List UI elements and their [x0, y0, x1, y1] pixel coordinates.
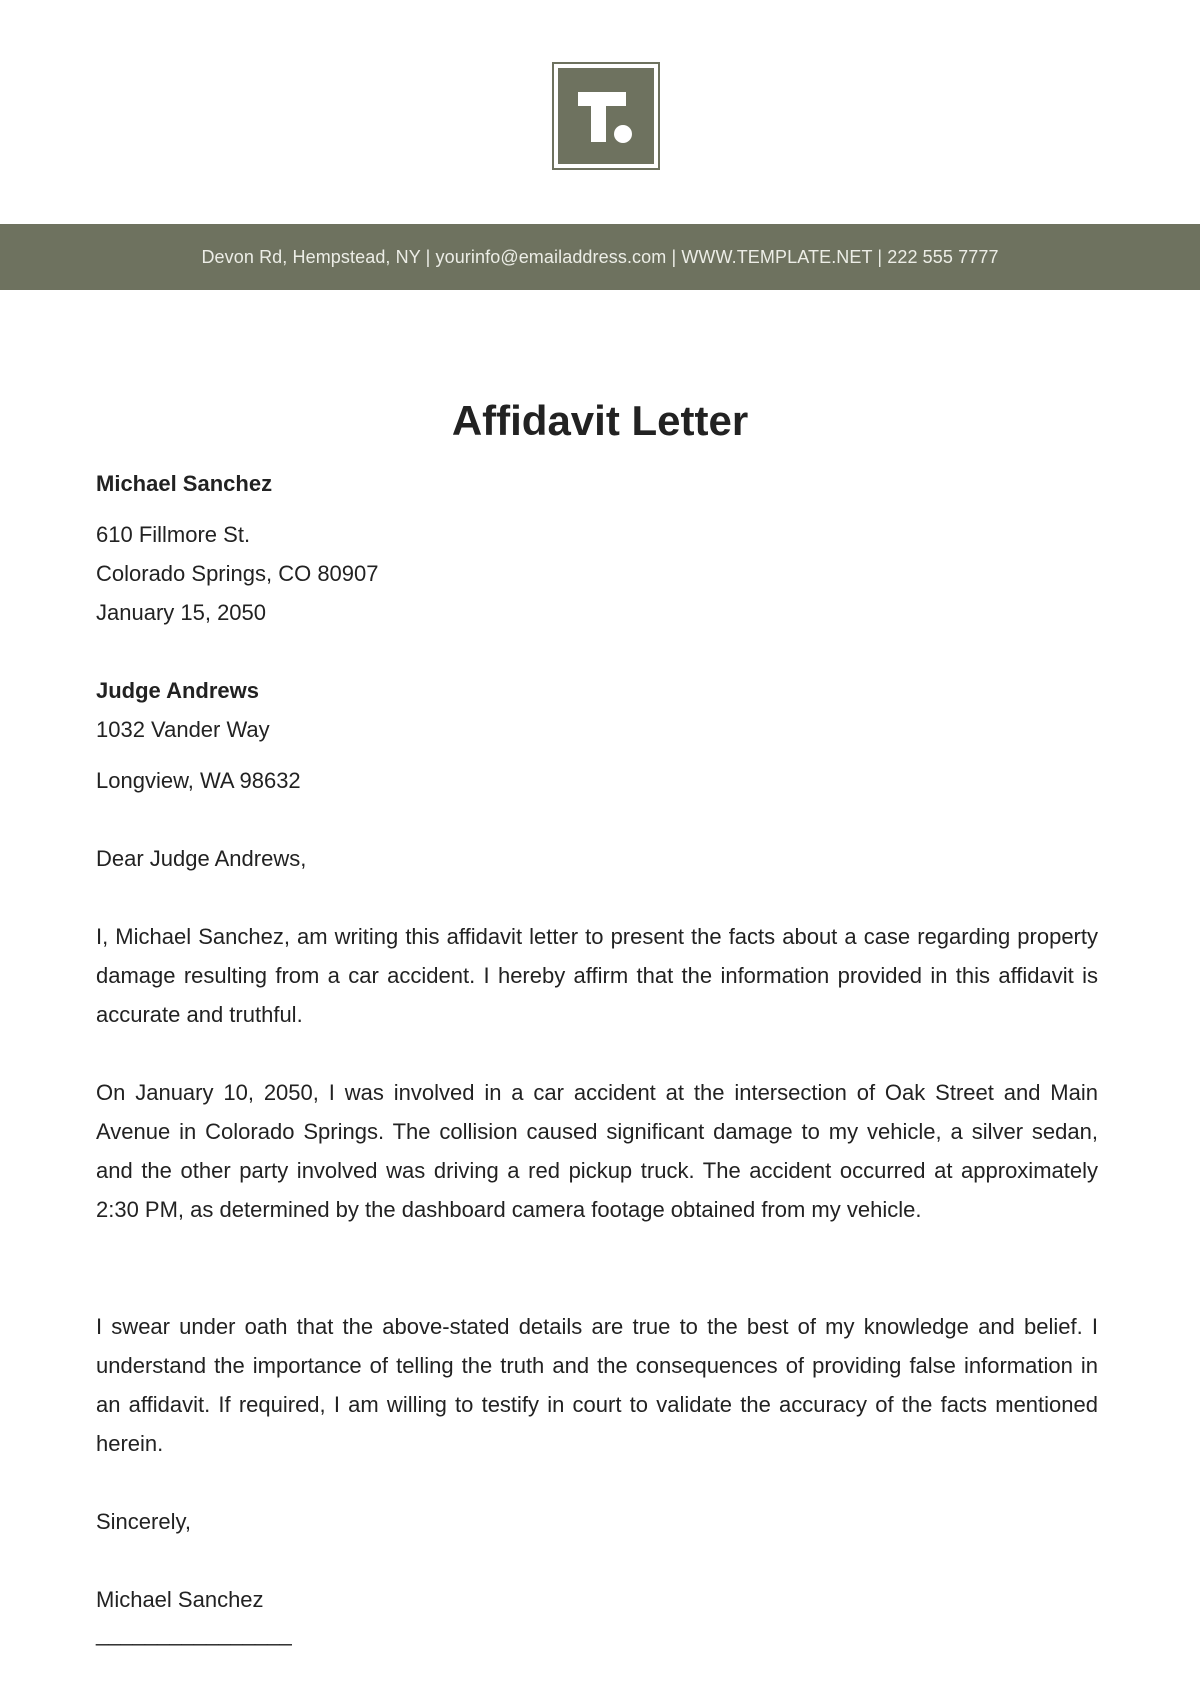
- body-paragraph: I swear under oath that the above-stated details are true to the best of my knowledge and belief. I understand the importance of telling the truth and the consequences of providing false information in an affidavit. If required, I am willing to testify in court to validate the accuracy of the facts mentioned herein.: [96, 1314, 1098, 1456]
- signature-name: Michael Sanchez: [96, 1587, 264, 1612]
- body-paragraph: On January 10, 2050, I was involved in a car accident at the intersection of Oak Street and Main Avenue in Colorado Springs. The collision caused significant damage to my vehicle, a silver sedan, and the other party involved was driving a red pickup truck. The accident occurred at approximately 2:30 PM, as determined by the dashboard camera footage obtained from my vehicle.: [96, 1080, 1098, 1222]
- salutation: Dear Judge Andrews,: [96, 846, 307, 871]
- company-logo: [552, 62, 660, 170]
- logo-mark: [558, 68, 654, 164]
- sender-address-line2: Colorado Springs, CO 80907: [96, 561, 379, 586]
- body-paragraph: I, Michael Sanchez, am writing this affidavit letter to present the facts about a case regarding property damage resulting from a car accident. I hereby affirm that the information provided in this affidavit is accurate and truthful.: [96, 924, 1098, 1027]
- recipient-name: Judge Andrews: [96, 678, 259, 703]
- sender-name: Michael Sanchez: [96, 471, 273, 496]
- document-title: Affidavit Letter: [451, 397, 749, 444]
- contact-info: Devon Rd, Hempstead, NY | yourinfo@emailaddress.com | WWW.TEMPLATE.NET | 222 555 7777: [201, 246, 999, 267]
- sender-address-line1: 610 Fillmore St.: [96, 522, 251, 547]
- signature-line: ________________: [96, 1621, 292, 1646]
- recipient-address-line2: Longview, WA 98632: [96, 768, 301, 793]
- contact-bar: [0, 224, 1200, 290]
- recipient-address-line1: 1032 Vander Way: [96, 717, 270, 742]
- letter-date: January 15, 2050: [96, 600, 267, 625]
- logo-t-icon: [558, 68, 654, 164]
- closing: Sincerely,: [96, 1509, 191, 1534]
